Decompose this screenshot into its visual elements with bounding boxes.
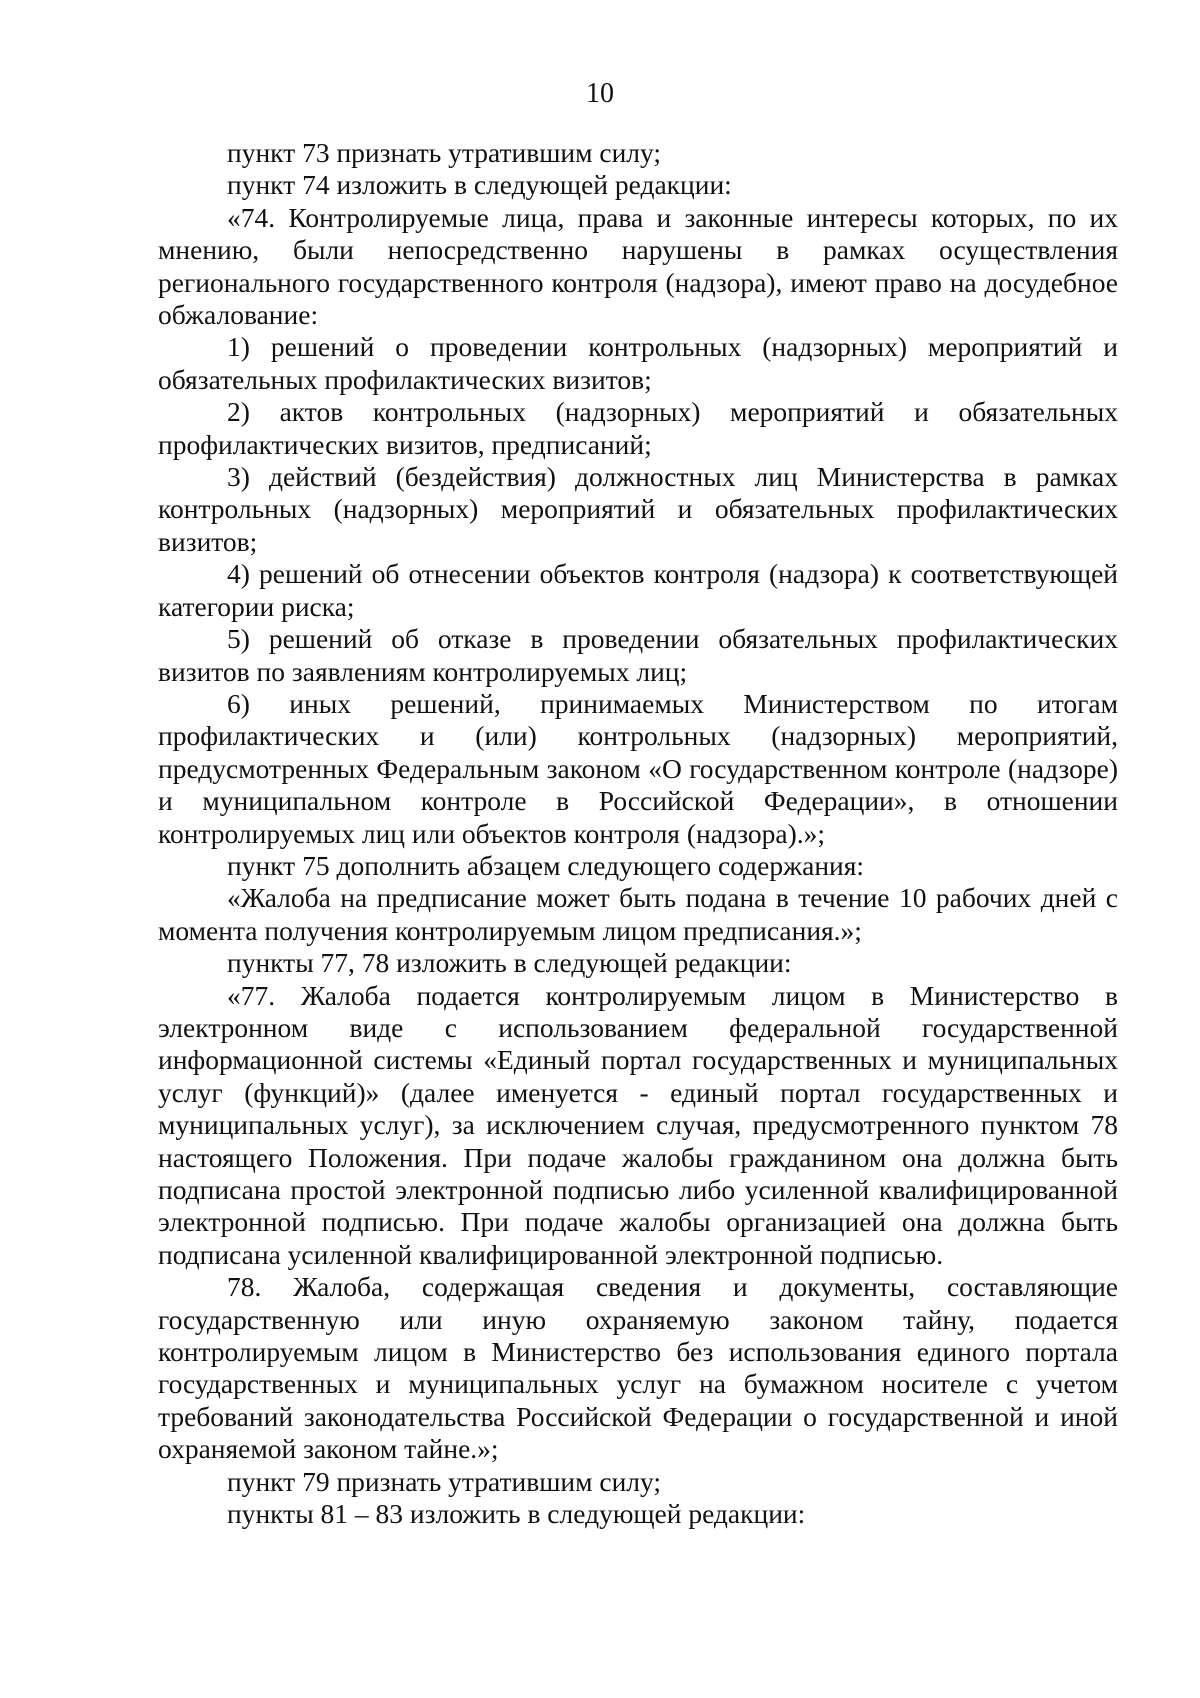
paragraph-13: «77. Жалоба подается контролируемым лицом в Министерство в электронном виде с использованием федеральной государственной информационной системы «Единый портал государственных и муниципальных услуг (функций)» (далее именуется - единый портал государственных и муниципальных услуг), за исключением случая, предусмотренного пунктом 78 настоящего Положения. При подаче жалобы гражданином она должна быть подписана простой электронной подписью либо усиленной квалифицированной электронной подписью. При подаче жалобы организацией она должна быть подписана усиленной квалифицированной электронной подписью. <box>158 979 1118 1270</box>
paragraph-14: 78. Жалоба, содержащая сведения и документы, составляющие государственную или иную охраняемую законом тайну, подается контролируемым лицом в Министерство без использования единого портала государственных и муниципальных услуг на бумажном носителе с учетом требований законодательства Российской Федерации о государственной и иной охраняемой законом тайне.»; <box>158 1271 1118 1465</box>
paragraph-10: пункт 75 дополнить абзацем следующего содержания: <box>227 849 865 881</box>
paragraph-9: 6) иных решений, принимаемых Министерством по итогам профилактических и (или) контрольных (надзорных) мероприятий, предусмотренных Федеральным законом «О государственном контроле (надзоре) и муниципальном контроле в Российской Федерации», в отношении контролируемых лиц или объектов контроля (надзора).»; <box>158 687 1118 849</box>
page-number: 10 <box>586 78 614 109</box>
paragraph-2: пункт 74 изложить в следующей редакции: <box>227 169 732 201</box>
paragraph-4: 1) решений о проведении контрольных (надзорных) мероприятий и обязательных профилактических визитов; <box>158 331 1118 395</box>
paragraph-12: пункты 77, 78 изложить в следующей редакции: <box>227 947 792 979</box>
paragraph-3: «74. Контролируемые лица, права и законные интересы которых, по их мнению, были непосредственно нарушены в рамках осуществления регионального государственного контроля (надзора), имеют право на досудебное обжалование: <box>158 201 1118 331</box>
paragraph-11: «Жалоба на предписание может быть подана в течение 10 рабочих дней с момента получения контролируемым лицом предписания.»; <box>158 882 1118 946</box>
document-body <box>158 137 1118 1530</box>
paragraph-6: 3) действий (бездействия) должностных лиц Министерства в рамках контрольных (надзорных) мероприятий и обязательных профилактических визитов; <box>158 461 1118 557</box>
paragraph-5: 2) актов контрольных (надзорных) мероприятий и обязательных профилактических визитов, предписаний; <box>158 396 1118 460</box>
paragraph-8: 5) решений об отказе в проведении обязательных профилактических визитов по заявлениям контролируемых лиц; <box>158 623 1118 687</box>
paragraph-16: пункты 81 – 83 изложить в следующей редакции: <box>227 1498 806 1530</box>
paragraph-15: пункт 79 признать утратившим силу; <box>227 1465 662 1497</box>
paragraph-1: пункт 73 признать утратившим силу; <box>227 137 662 168</box>
paragraph-7: 4) решений об отнесении объектов контроля (надзора) к соответствующей категории риска; <box>158 558 1118 622</box>
